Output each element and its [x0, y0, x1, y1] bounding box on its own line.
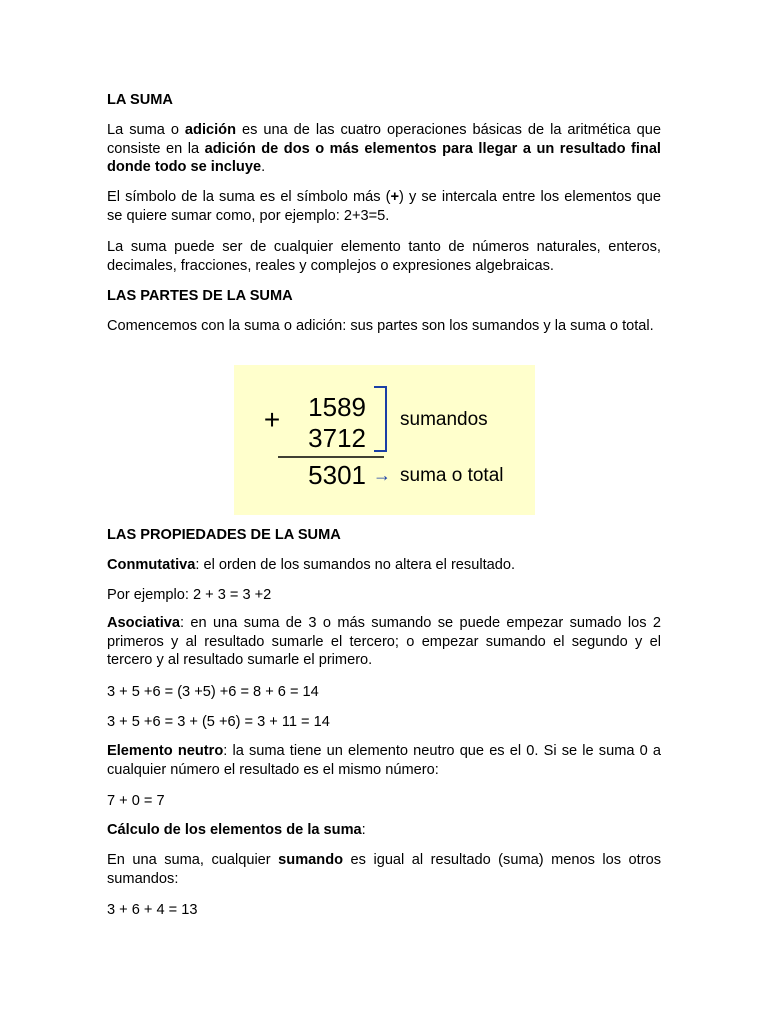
result-label: suma o total: [400, 465, 504, 486]
arrow-right-icon: →: [373, 465, 391, 485]
intro-paragraph-elements: La suma puede ser de cualquier elemento tanto de números naturales, enteros, decimales, fracciones, reales y complejos o expresiones algebraicas.: [107, 239, 661, 274]
associative-example-2: 3 + 5 +6 = 3 + (5 +6) = 3 + 11 = 14: [107, 714, 330, 730]
text-run: .: [261, 159, 266, 176]
commutative-paragraph: [107, 556, 661, 575]
addend-1: 1589: [308, 392, 366, 422]
parts-text: Comencemos con la suma o adición: sus partes son los sumandos y la suma o total.: [107, 318, 654, 334]
text-run: El símbolo de la suma es el símbolo más (: [107, 189, 391, 205]
result-value: 5301: [308, 460, 366, 490]
associative-example-1: 3 + 5 +6 = (3 +5) +6 = 8 + 6 = 14: [107, 684, 319, 700]
text-run: :: [361, 822, 366, 838]
document-title: LA SUMA: [107, 92, 173, 108]
neutral-element-example: 7 + 0 = 7: [107, 793, 165, 809]
intro-paragraph-definition: [107, 121, 661, 177]
properties-heading: LAS PROPIEDADES DE LA SUMA: [107, 527, 341, 543]
text-run: es igual al resultado (suma) menos los otros sumandos:: [107, 852, 661, 887]
bold-term: Conmutativa: [107, 557, 196, 573]
text-run: : la suma tiene un elemento neutro que es el 0. Si se le suma 0 a cualquier número el resultado es el mismo número:: [107, 743, 662, 778]
associative-paragraph: [107, 614, 661, 670]
addend-2: 3712: [308, 423, 366, 453]
calculation-example: 3 + 6 + 4 = 13: [107, 902, 198, 918]
bold-term: sumando: [278, 852, 344, 868]
text-run: La suma o: [107, 122, 185, 138]
bold-term: Asociativa: [107, 615, 181, 631]
bold-term: Cálculo de los elementos de la suma: [107, 822, 362, 838]
commutative-example: Por ejemplo: 2 + 3 = 3 +2: [107, 587, 272, 603]
bold-term: Elemento neutro: [107, 743, 224, 759]
text-run: ) y se intercala entre los elementos que se quiere sumar como, por ejemplo: 2+3=5.: [107, 189, 661, 224]
addition-diagram: [234, 365, 535, 515]
parts-heading: LAS PARTES DE LA SUMA: [107, 288, 293, 304]
addends-bracket: [374, 387, 386, 451]
neutral-element-paragraph: [107, 742, 661, 779]
calculation-heading: [107, 821, 661, 840]
plus-sign: +: [263, 404, 281, 435]
text-run: es una de las cuatro operaciones básicas de la aritmética que consiste en la: [107, 122, 661, 157]
calculation-paragraph: [107, 851, 661, 888]
bold-term: adición: [184, 122, 237, 138]
text-run: : el orden de los sumandos no altera el resultado.: [195, 557, 516, 573]
text-run: En una suma, cualquier: [107, 852, 279, 868]
plus-symbol: +: [390, 189, 400, 205]
intro-paragraph-symbol: [107, 188, 661, 225]
addends-label: sumandos: [400, 409, 488, 430]
bold-phrase: adición de dos o más elementos para llegar a un resultado final donde todo se incluye: [107, 140, 661, 176]
text-run: : en una suma de 3 o más sumando se puede empezar sumado los 2 primeros y al resultado sumarle el tercero; o empezar sumando el segundo y el tercero y al resultado sumarle el primero.: [107, 615, 661, 669]
addition-parts-figure: [234, 365, 535, 515]
